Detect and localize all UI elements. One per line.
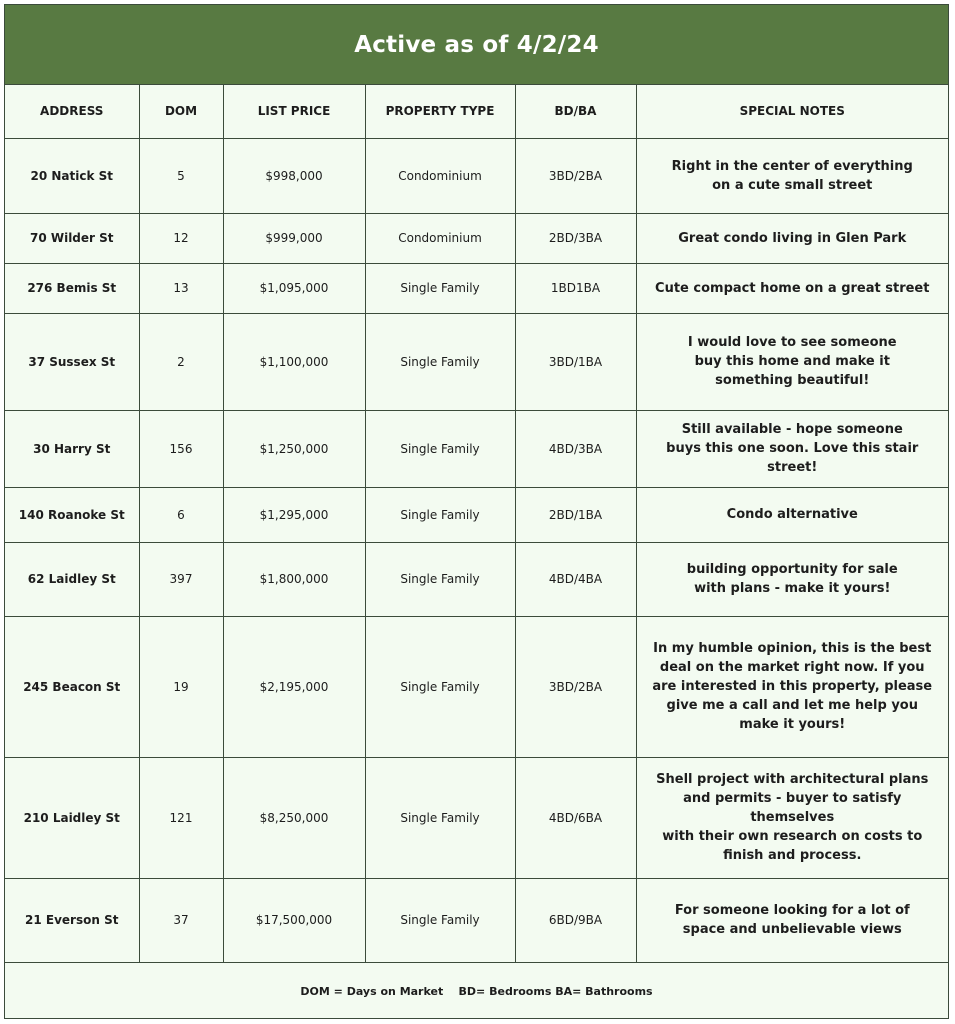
address-cell: 21 Everson St — [5, 878, 139, 962]
dom-cell: 2 — [139, 313, 223, 410]
table-row — [5, 213, 948, 263]
list-price-cell: $998,000 — [223, 138, 365, 213]
list-price-cell: $1,250,000 — [223, 410, 365, 487]
bd-ba-cell: 1BD1BA — [515, 263, 636, 313]
property-type-cell: Single Family — [365, 263, 515, 313]
dom-cell: 13 — [139, 263, 223, 313]
list-price-cell: $1,100,000 — [223, 313, 365, 410]
bd-ba-cell: 4BD/3BA — [515, 410, 636, 487]
special-notes-cell: In my humble opinion, this is the best deal on the market right now. If you are interested in this property, please give me a call and let me help you make it yours! — [636, 616, 948, 757]
table-row — [5, 542, 948, 616]
address-cell: 140 Roanoke St — [5, 487, 139, 542]
property-type-cell: Single Family — [365, 410, 515, 487]
dom-cell: 12 — [139, 213, 223, 263]
special-notes-cell: Still available - hope someone buys this one soon. Love this stair street! — [636, 410, 948, 487]
legend-footnote: DOM = Days on Market BD= Bedrooms BA= Bathrooms — [5, 962, 948, 1019]
special-notes-cell: Cute compact home on a great street — [636, 263, 948, 313]
list-price-cell: $1,800,000 — [223, 542, 365, 616]
bd-ba-cell: 2BD/1BA — [515, 487, 636, 542]
property-type-cell: Single Family — [365, 757, 515, 878]
dom-cell: 37 — [139, 878, 223, 962]
dom-cell: 156 — [139, 410, 223, 487]
property-type-cell: Single Family — [365, 542, 515, 616]
listings-table — [5, 85, 948, 963]
listings-sheet — [4, 4, 949, 1019]
bd-ba-cell: 3BD/1BA — [515, 313, 636, 410]
column-header-special-notes: SPECIAL NOTES — [636, 85, 948, 138]
dom-cell: 6 — [139, 487, 223, 542]
property-type-cell: Single Family — [365, 487, 515, 542]
address-cell: 70 Wilder St — [5, 213, 139, 263]
bd-ba-cell: 3BD/2BA — [515, 616, 636, 757]
column-header-bd-ba: BD/BA — [515, 85, 636, 138]
address-cell: 20 Natick St — [5, 138, 139, 213]
special-notes-cell: Condo alternative — [636, 487, 948, 542]
property-type-cell: Single Family — [365, 878, 515, 962]
table-row — [5, 263, 948, 313]
page-title: Active as of 4/2/24 — [354, 31, 599, 58]
bd-ba-cell: 4BD/6BA — [515, 757, 636, 878]
bd-ba-cell: 4BD/4BA — [515, 542, 636, 616]
special-notes-cell: Great condo living in Glen Park — [636, 213, 948, 263]
column-header-property-type: PROPERTY TYPE — [365, 85, 515, 138]
list-price-cell: $17,500,000 — [223, 878, 365, 962]
address-cell: 210 Laidley St — [5, 757, 139, 878]
dom-cell: 5 — [139, 138, 223, 213]
column-header-list-price: LIST PRICE — [223, 85, 365, 138]
table-row — [5, 410, 948, 487]
header-row — [5, 85, 948, 138]
special-notes-cell: For someone looking for a lot of space and unbelievable views — [636, 878, 948, 962]
table-row — [5, 616, 948, 757]
table-row — [5, 757, 948, 878]
bd-ba-cell: 2BD/3BA — [515, 213, 636, 263]
list-price-cell: $1,095,000 — [223, 263, 365, 313]
bd-ba-cell: 3BD/2BA — [515, 138, 636, 213]
special-notes-cell: building opportunity for sale with plans - make it yours! — [636, 542, 948, 616]
property-type-cell: Condominium — [365, 138, 515, 213]
special-notes-cell: I would love to see someone buy this home and make it something beautiful! — [636, 313, 948, 410]
list-price-cell: $1,295,000 — [223, 487, 365, 542]
address-cell: 30 Harry St — [5, 410, 139, 487]
title-bar — [5, 5, 948, 85]
dom-cell: 19 — [139, 616, 223, 757]
list-price-cell: $2,195,000 — [223, 616, 365, 757]
table-row — [5, 313, 948, 410]
table-row — [5, 878, 948, 962]
address-cell: 37 Sussex St — [5, 313, 139, 410]
dom-cell: 397 — [139, 542, 223, 616]
bd-ba-cell: 6BD/9BA — [515, 878, 636, 962]
special-notes-cell: Shell project with architectural plans and permits - buyer to satisfy themselves with their own research on costs to finish and process. — [636, 757, 948, 878]
table-row — [5, 487, 948, 542]
address-cell: 245 Beacon St — [5, 616, 139, 757]
property-type-cell: Single Family — [365, 313, 515, 410]
dom-cell: 121 — [139, 757, 223, 878]
list-price-cell: $999,000 — [223, 213, 365, 263]
property-type-cell: Single Family — [365, 616, 515, 757]
list-price-cell: $8,250,000 — [223, 757, 365, 878]
column-header-address: ADDRESS — [5, 85, 139, 138]
property-type-cell: Condominium — [365, 213, 515, 263]
address-cell: 276 Bemis St — [5, 263, 139, 313]
address-cell: 62 Laidley St — [5, 542, 139, 616]
column-header-dom: DOM — [139, 85, 223, 138]
table-row — [5, 138, 948, 213]
special-notes-cell: Right in the center of everything on a cute small street — [636, 138, 948, 213]
